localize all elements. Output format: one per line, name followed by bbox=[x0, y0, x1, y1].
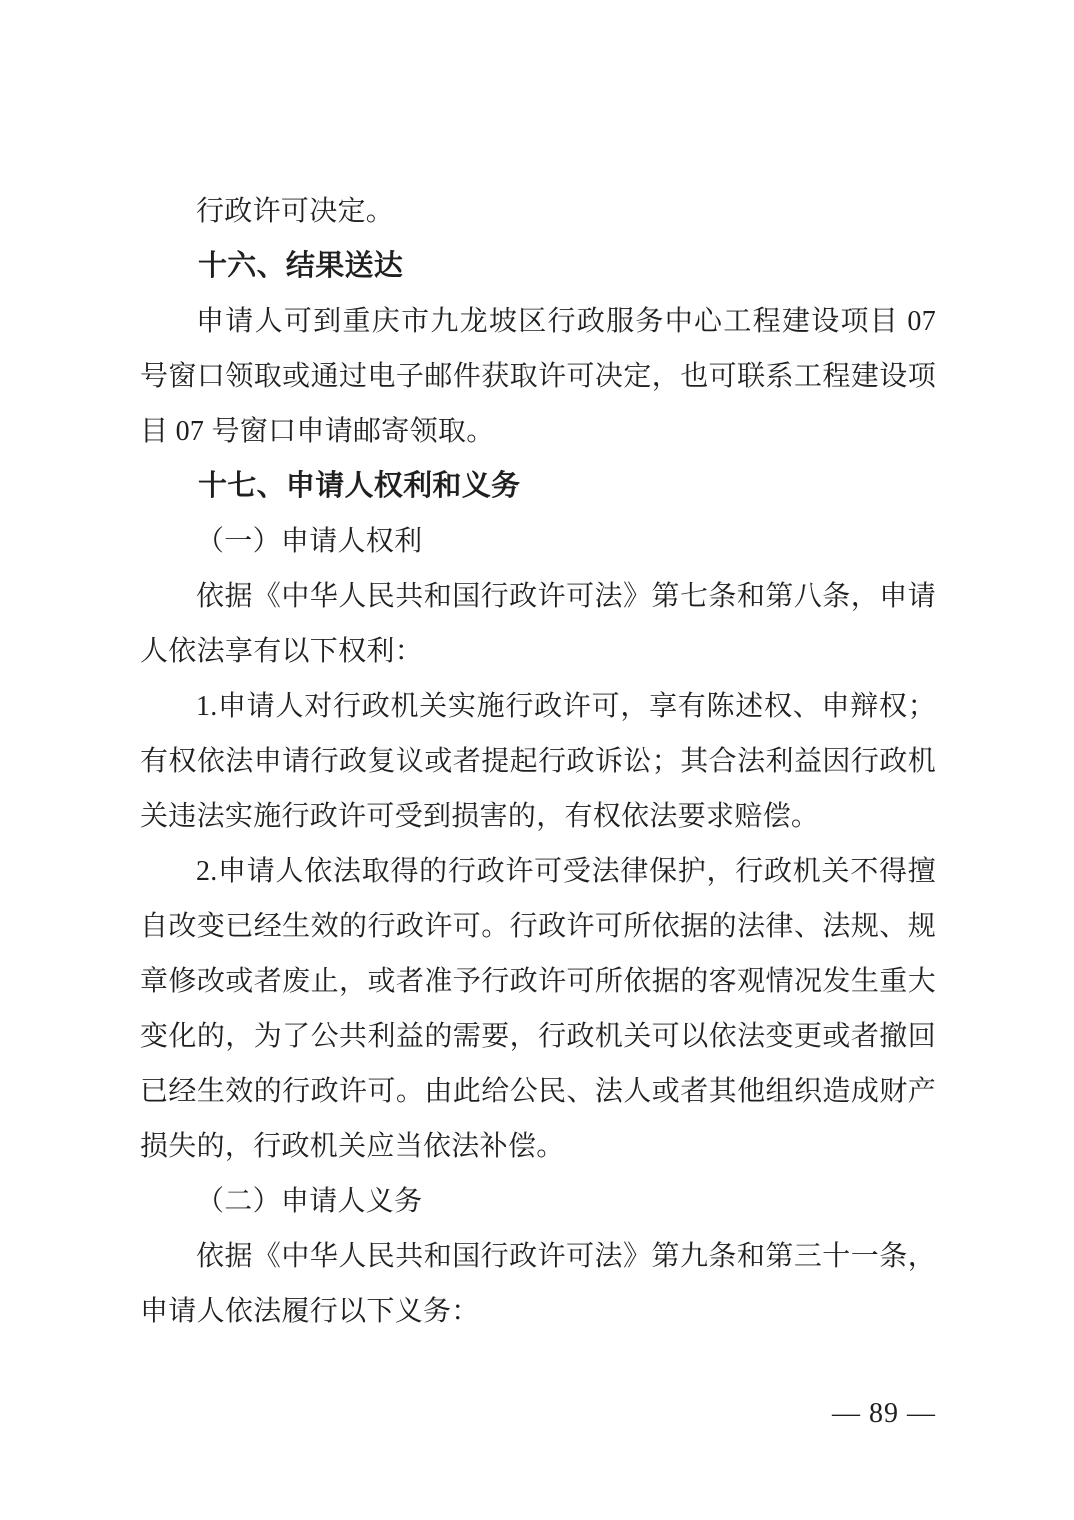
subsection-heading-rights: （一）申请人权利 bbox=[196, 526, 423, 557]
body-paragraph-delivery: 申请人可到重庆市九龙坡区行政服务中心工程建设项目 07 号窗口领取或通过电子邮件获取许可决定，也可联系工程建设项目 07 号窗口申请邮寄领取。 bbox=[140, 306, 936, 447]
body-paragraph-obligations-basis: 依据《中华人民共和国行政许可法》第九条和第三十一条，申请人依法履行以下义务： bbox=[140, 1241, 936, 1327]
page-number: — 89 — bbox=[832, 1398, 936, 1429]
body-paragraph-rights-basis: 依据《中华人民共和国行政许可法》第七条和第八条，申请人依法享有以下权利： bbox=[140, 581, 936, 667]
document-content bbox=[140, 184, 936, 1339]
numbered-item-1: 1.申请人对行政机关实施行政许可，享有陈述权、申辩权；有权依法申请行政复议或者提起行政诉讼；其合法利益因行政机关违法实施行政许可受到损害的，有权依法要求赔偿。 bbox=[140, 691, 936, 832]
section-heading-17: 十七、申请人权利和义务 bbox=[198, 470, 521, 502]
subsection-heading-obligations: （二）申请人义务 bbox=[196, 1186, 423, 1217]
numbered-item-2: 2.申请人依法取得的行政许可受法律保护，行政机关不得擅自改变已经生效的行政许可。行政许可所依据的法律、法规、规章修改或者废止，或者准予行政许可所依据的客观情况发生重大变化的，为了公共利益的需要，行政机关可以依法变更或者撤回已经生效的行政许可。由此给公民、法人或者其他组织造成财产损失的，行政机关应当依法补偿。 bbox=[140, 856, 936, 1162]
page-footer bbox=[140, 1398, 936, 1430]
section-heading-16: 十六、结果送达 bbox=[198, 250, 404, 282]
paragraph-continuation: 行政许可决定。 bbox=[196, 196, 395, 227]
